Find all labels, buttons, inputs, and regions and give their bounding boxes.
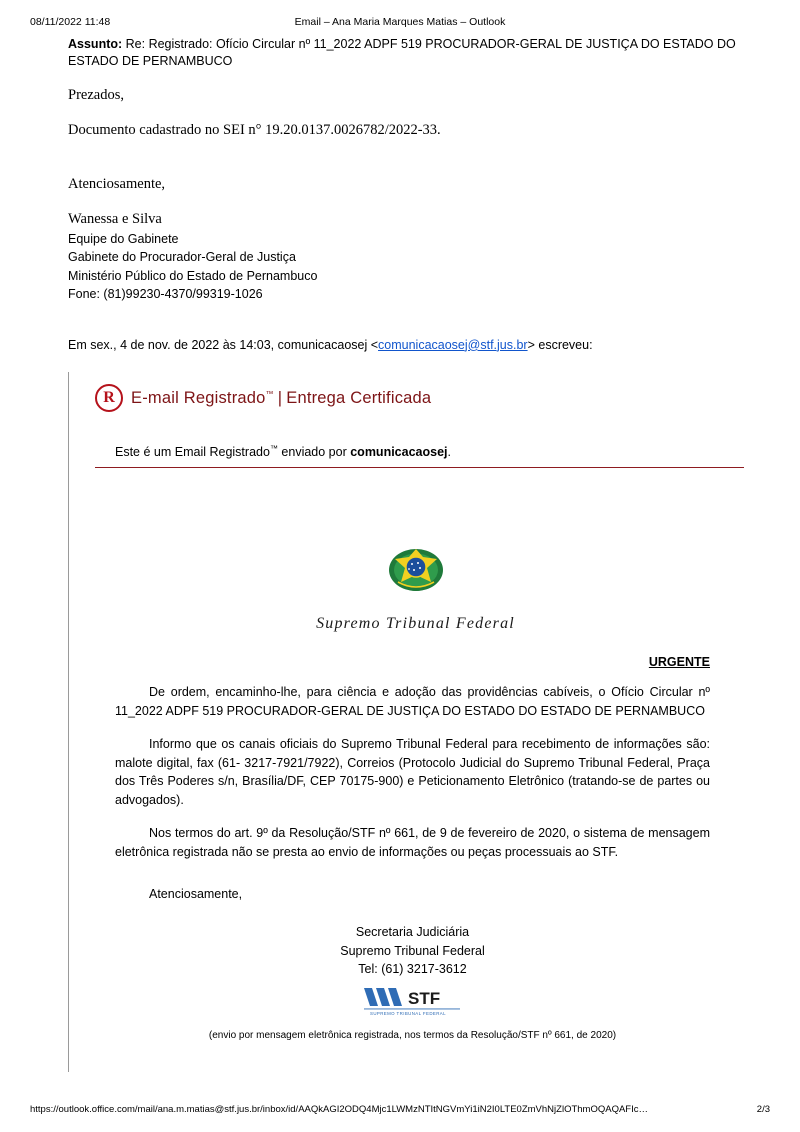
email-greeting: Prezados,	[68, 86, 124, 103]
signature-name: Wanessa e Silva	[68, 211, 162, 228]
stf-signature-line: Secretaria Judiciária	[355, 925, 470, 940]
email-body	[0, 36, 800, 1072]
trademark-icon: ™	[265, 389, 274, 399]
signature-line: Ministério Público do Estado de Pernambuco	[68, 268, 318, 283]
signature-line: Gabinete do Procurador-Geral de Justiça	[68, 250, 296, 265]
registered-note-sender: comunicacaosej	[350, 445, 448, 460]
registered-note-middle: enviado por	[281, 445, 347, 460]
quote-intro-suffix: > escreveu:	[527, 337, 593, 352]
email-closing: Atenciosamente,	[68, 175, 166, 192]
stf-disclaimer: (envio por mensagem eletrônica registrada, nos termos da Resolução/STF nº 661, de 2020)	[208, 1029, 617, 1041]
email-subject-text: Re: Registrado: Ofício Circular nº 11_2022 ADPF 519 PROCURADOR-GERAL DE JUSTIÇA DO ESTADO DO ESTADO DE PERNAMBUCO	[68, 37, 736, 68]
svg-text:SUPREMO TRIBUNAL FEDERAL: SUPREMO TRIBUNAL FEDERAL	[369, 1010, 446, 1016]
print-footer	[0, 1104, 800, 1118]
brasao-republica-icon	[387, 540, 445, 602]
print-header-date: 08/11/2022 11:48	[30, 16, 111, 28]
registered-title-part1: E-mail Registrado	[131, 388, 266, 407]
print-header	[0, 16, 800, 30]
divider	[95, 467, 744, 468]
urgent-label: URGENTE	[648, 655, 710, 670]
registered-title-part2: Entrega Certificada	[286, 388, 432, 407]
stf-signature-block	[115, 923, 710, 1017]
registered-email-title	[131, 389, 431, 408]
quote-intro-prefix: Em sex., 4 de nov. de 2022 às 14:03, comunicacaosej <	[68, 337, 379, 352]
quote-intro	[68, 337, 744, 355]
stf-signature-line: Tel: (61) 3217-3612	[358, 961, 467, 976]
signature-line: Fone: (81)99230-4370/99319-1026	[68, 286, 263, 301]
stf-paragraph: Informo que os canais oficiais do Supremo Tribunal Federal para recebimento de informações são: malote digital, fax (61- 3217-7921/7922), Correios (Protocolo Judicial do Supremo Tribunal Federal, Praça dos Três Poderes s/n, Brasília/DF, CEP 70175-900) e Peticionamento Eletrônico (tratando-se de partes ou advogados).	[115, 736, 710, 808]
registered-note-suffix: .	[447, 445, 451, 460]
print-header-title: Email – Ana Maria Marques Matias – Outlook	[294, 16, 506, 28]
email-subject	[68, 36, 744, 70]
print-footer-page: 2/3	[756, 1104, 770, 1115]
signature-block	[68, 230, 744, 303]
registered-email-note	[115, 444, 744, 459]
quoted-message	[68, 372, 744, 1072]
sender-email-link[interactable]: comunicacaosej@stf.jus.br	[378, 337, 528, 352]
email-subject-label: Assunto:	[68, 37, 123, 51]
stf-paragraph: Nos termos do art. 9º da Resolução/STF nº 661, de 9 de fevereiro de 2020, o sistema de mensagem eletrônica registrada não se presta ao envio de informações ou peças processuais ao STF.	[115, 825, 710, 859]
court-heading	[87, 540, 744, 633]
stf-logo-icon	[362, 984, 464, 1018]
signature-line: Equipe do Gabinete	[68, 232, 179, 247]
svg-text:STF: STF	[407, 988, 440, 1008]
registered-note-prefix: Este é um Email Registrado	[115, 445, 270, 460]
registered-title-separator: |	[277, 388, 283, 407]
registered-badge-icon: R	[95, 384, 123, 412]
registered-email-header	[87, 372, 744, 418]
stf-signature-line: Supremo Tribunal Federal	[340, 943, 485, 958]
court-name: Supremo Tribunal Federal	[316, 615, 515, 633]
email-body-line: Documento cadastrado no SEI n° 19.20.0137.0026782/2022-33.	[68, 122, 441, 139]
stf-closing: Atenciosamente,	[149, 887, 243, 902]
trademark-icon: ™	[269, 444, 278, 454]
print-footer-url: https://outlook.office.com/mail/ana.m.matias@stf.jus.br/inbox/id/AAQkAGI2ODQ4Mjc1LWMzNTItNGVmYi1iN2I0LTE0ZmVhNjZlOThmOQAQAFIc…	[30, 1104, 648, 1115]
stf-paragraph: De ordem, encaminho-lhe, para ciência e adoção das providências cabíveis, o Ofício Circular nº 11_2022 ADPF 519 PROCURADOR-GERAL DE JUSTIÇA DO ESTADO DO ESTADO DE PERNAMBUCO	[115, 685, 710, 719]
